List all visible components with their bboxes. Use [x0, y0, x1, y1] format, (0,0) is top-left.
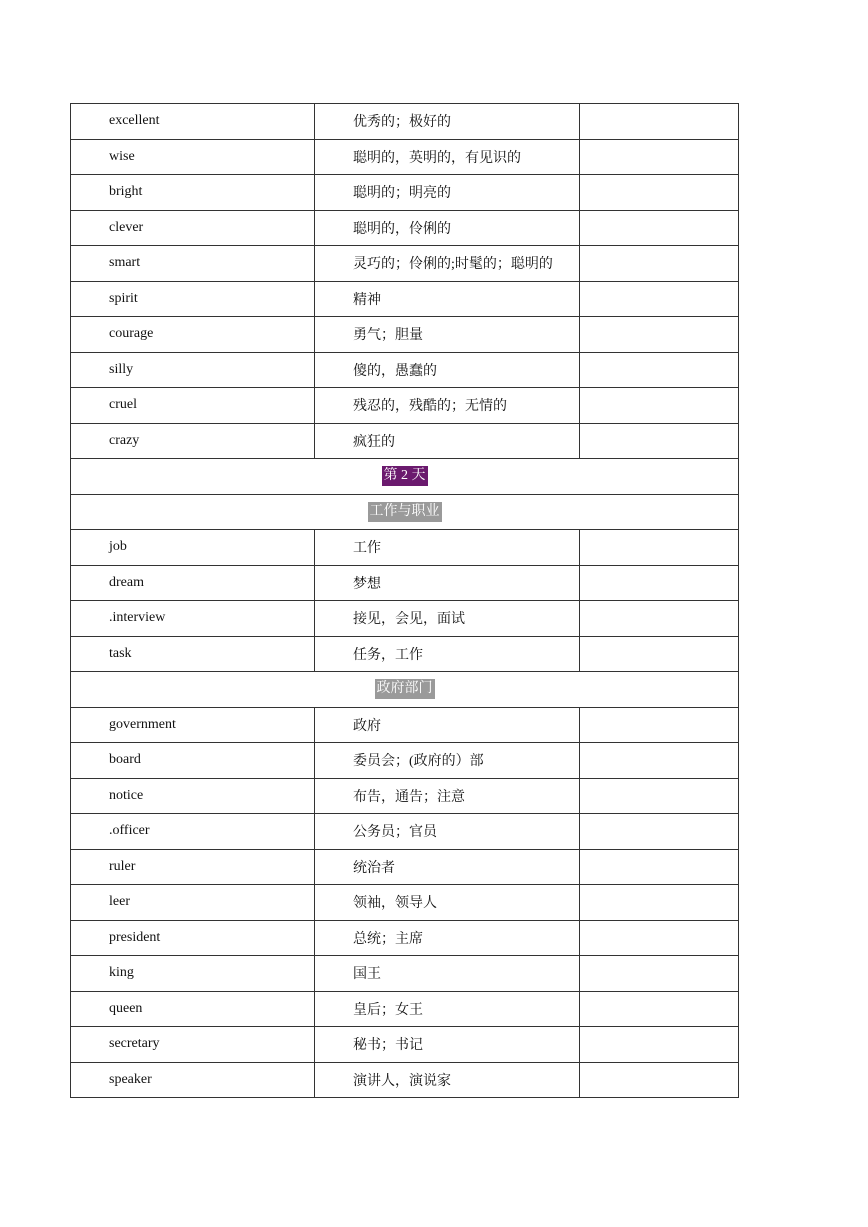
english-word: secretary: [71, 1027, 315, 1063]
english-word: courage: [71, 317, 315, 353]
english-word: smart: [71, 246, 315, 282]
blank-answer-cell: [580, 175, 739, 211]
blank-answer-cell: [580, 281, 739, 317]
english-word: bright: [71, 175, 315, 211]
chinese-meaning: 演讲人，演说家: [315, 1062, 580, 1098]
chinese-meaning: 精神: [315, 281, 580, 317]
english-word: .officer: [71, 814, 315, 850]
english-word: government: [71, 707, 315, 743]
english-word: board: [71, 743, 315, 779]
chinese-meaning: 接见，会见，面试: [315, 601, 580, 637]
vocab-row: [71, 388, 739, 424]
blank-answer-cell: [580, 388, 739, 424]
vocab-row: [71, 1062, 739, 1098]
blank-answer-cell: [580, 530, 739, 566]
vocab-row: [71, 956, 739, 992]
english-word: ruler: [71, 849, 315, 885]
english-word: clever: [71, 210, 315, 246]
blank-answer-cell: [580, 565, 739, 601]
blank-answer-cell: [580, 601, 739, 637]
chinese-meaning: 皇后；女王: [315, 991, 580, 1027]
blank-answer-cell: [580, 743, 739, 779]
section-title: 工作与职业: [368, 502, 442, 522]
blank-answer-cell: [580, 246, 739, 282]
english-word: excellent: [71, 104, 315, 140]
chinese-meaning: 残忍的，残酷的；无情的: [315, 388, 580, 424]
vocab-row: [71, 139, 739, 175]
english-word: crazy: [71, 423, 315, 459]
english-word: dream: [71, 565, 315, 601]
english-word: cruel: [71, 388, 315, 424]
chinese-meaning: 秘书；书记: [315, 1027, 580, 1063]
vocab-row: [71, 565, 739, 601]
english-word: job: [71, 530, 315, 566]
blank-answer-cell: [580, 317, 739, 353]
chinese-meaning: 总统；主席: [315, 920, 580, 956]
chinese-meaning: 聪明的；明亮的: [315, 175, 580, 211]
chinese-meaning: 统治者: [315, 849, 580, 885]
english-word: .interview: [71, 601, 315, 637]
english-word: task: [71, 636, 315, 672]
section-header-cell: [71, 494, 739, 530]
english-word: king: [71, 956, 315, 992]
section-header-cell: [71, 672, 739, 708]
blank-answer-cell: [580, 991, 739, 1027]
chinese-meaning: 领袖，领导人: [315, 885, 580, 921]
english-word: spirit: [71, 281, 315, 317]
blank-answer-cell: [580, 1062, 739, 1098]
vocab-row: [71, 849, 739, 885]
english-word: notice: [71, 778, 315, 814]
blank-answer-cell: [580, 707, 739, 743]
blank-answer-cell: [580, 1027, 739, 1063]
vocab-row: [71, 210, 739, 246]
vocab-row: [71, 175, 739, 211]
vocab-row: [71, 991, 739, 1027]
section-title: 第 2 天: [382, 466, 428, 486]
blank-answer-cell: [580, 920, 739, 956]
blank-answer-cell: [580, 636, 739, 672]
vocab-row: [71, 104, 739, 140]
blank-answer-cell: [580, 104, 739, 140]
chinese-meaning: 布告，通告；注意: [315, 778, 580, 814]
section-title: 政府部门: [375, 679, 435, 699]
chinese-meaning: 灵巧的；伶俐的;时髦的；聪明的: [315, 246, 580, 282]
blank-answer-cell: [580, 352, 739, 388]
english-word: leer: [71, 885, 315, 921]
vocab-row: [71, 885, 739, 921]
vocab-row: [71, 636, 739, 672]
vocabulary-table: [70, 103, 739, 1098]
section-header-row: [71, 459, 739, 495]
chinese-meaning: 聪明的，伶俐的: [315, 210, 580, 246]
blank-answer-cell: [580, 956, 739, 992]
vocab-row: [71, 814, 739, 850]
vocab-row: [71, 317, 739, 353]
chinese-meaning: 政府: [315, 707, 580, 743]
chinese-meaning: 委员会；(政府的）部: [315, 743, 580, 779]
vocab-row: [71, 530, 739, 566]
vocab-row: [71, 423, 739, 459]
english-word: queen: [71, 991, 315, 1027]
english-word: silly: [71, 352, 315, 388]
chinese-meaning: 勇气；胆量: [315, 317, 580, 353]
chinese-meaning: 傻的，愚蠢的: [315, 352, 580, 388]
english-word: president: [71, 920, 315, 956]
blank-answer-cell: [580, 885, 739, 921]
chinese-meaning: 聪明的，英明的，有见识的: [315, 139, 580, 175]
blank-answer-cell: [580, 814, 739, 850]
chinese-meaning: 梦想: [315, 565, 580, 601]
english-word: wise: [71, 139, 315, 175]
vocab-row: [71, 601, 739, 637]
blank-answer-cell: [580, 210, 739, 246]
vocab-row: [71, 1027, 739, 1063]
blank-answer-cell: [580, 139, 739, 175]
vocab-row: [71, 743, 739, 779]
vocabulary-table-body: [71, 104, 739, 1098]
chinese-meaning: 优秀的；极好的: [315, 104, 580, 140]
chinese-meaning: 任务，工作: [315, 636, 580, 672]
blank-answer-cell: [580, 849, 739, 885]
vocab-row: [71, 352, 739, 388]
vocab-row: [71, 246, 739, 282]
vocab-row: [71, 778, 739, 814]
section-header-row: [71, 672, 739, 708]
chinese-meaning: 疯狂的: [315, 423, 580, 459]
section-header-row: [71, 494, 739, 530]
chinese-meaning: 工作: [315, 530, 580, 566]
vocab-row: [71, 281, 739, 317]
section-header-cell: [71, 459, 739, 495]
english-word: speaker: [71, 1062, 315, 1098]
blank-answer-cell: [580, 423, 739, 459]
vocab-row: [71, 920, 739, 956]
chinese-meaning: 公务员；官员: [315, 814, 580, 850]
blank-answer-cell: [580, 778, 739, 814]
chinese-meaning: 国王: [315, 956, 580, 992]
vocab-row: [71, 707, 739, 743]
